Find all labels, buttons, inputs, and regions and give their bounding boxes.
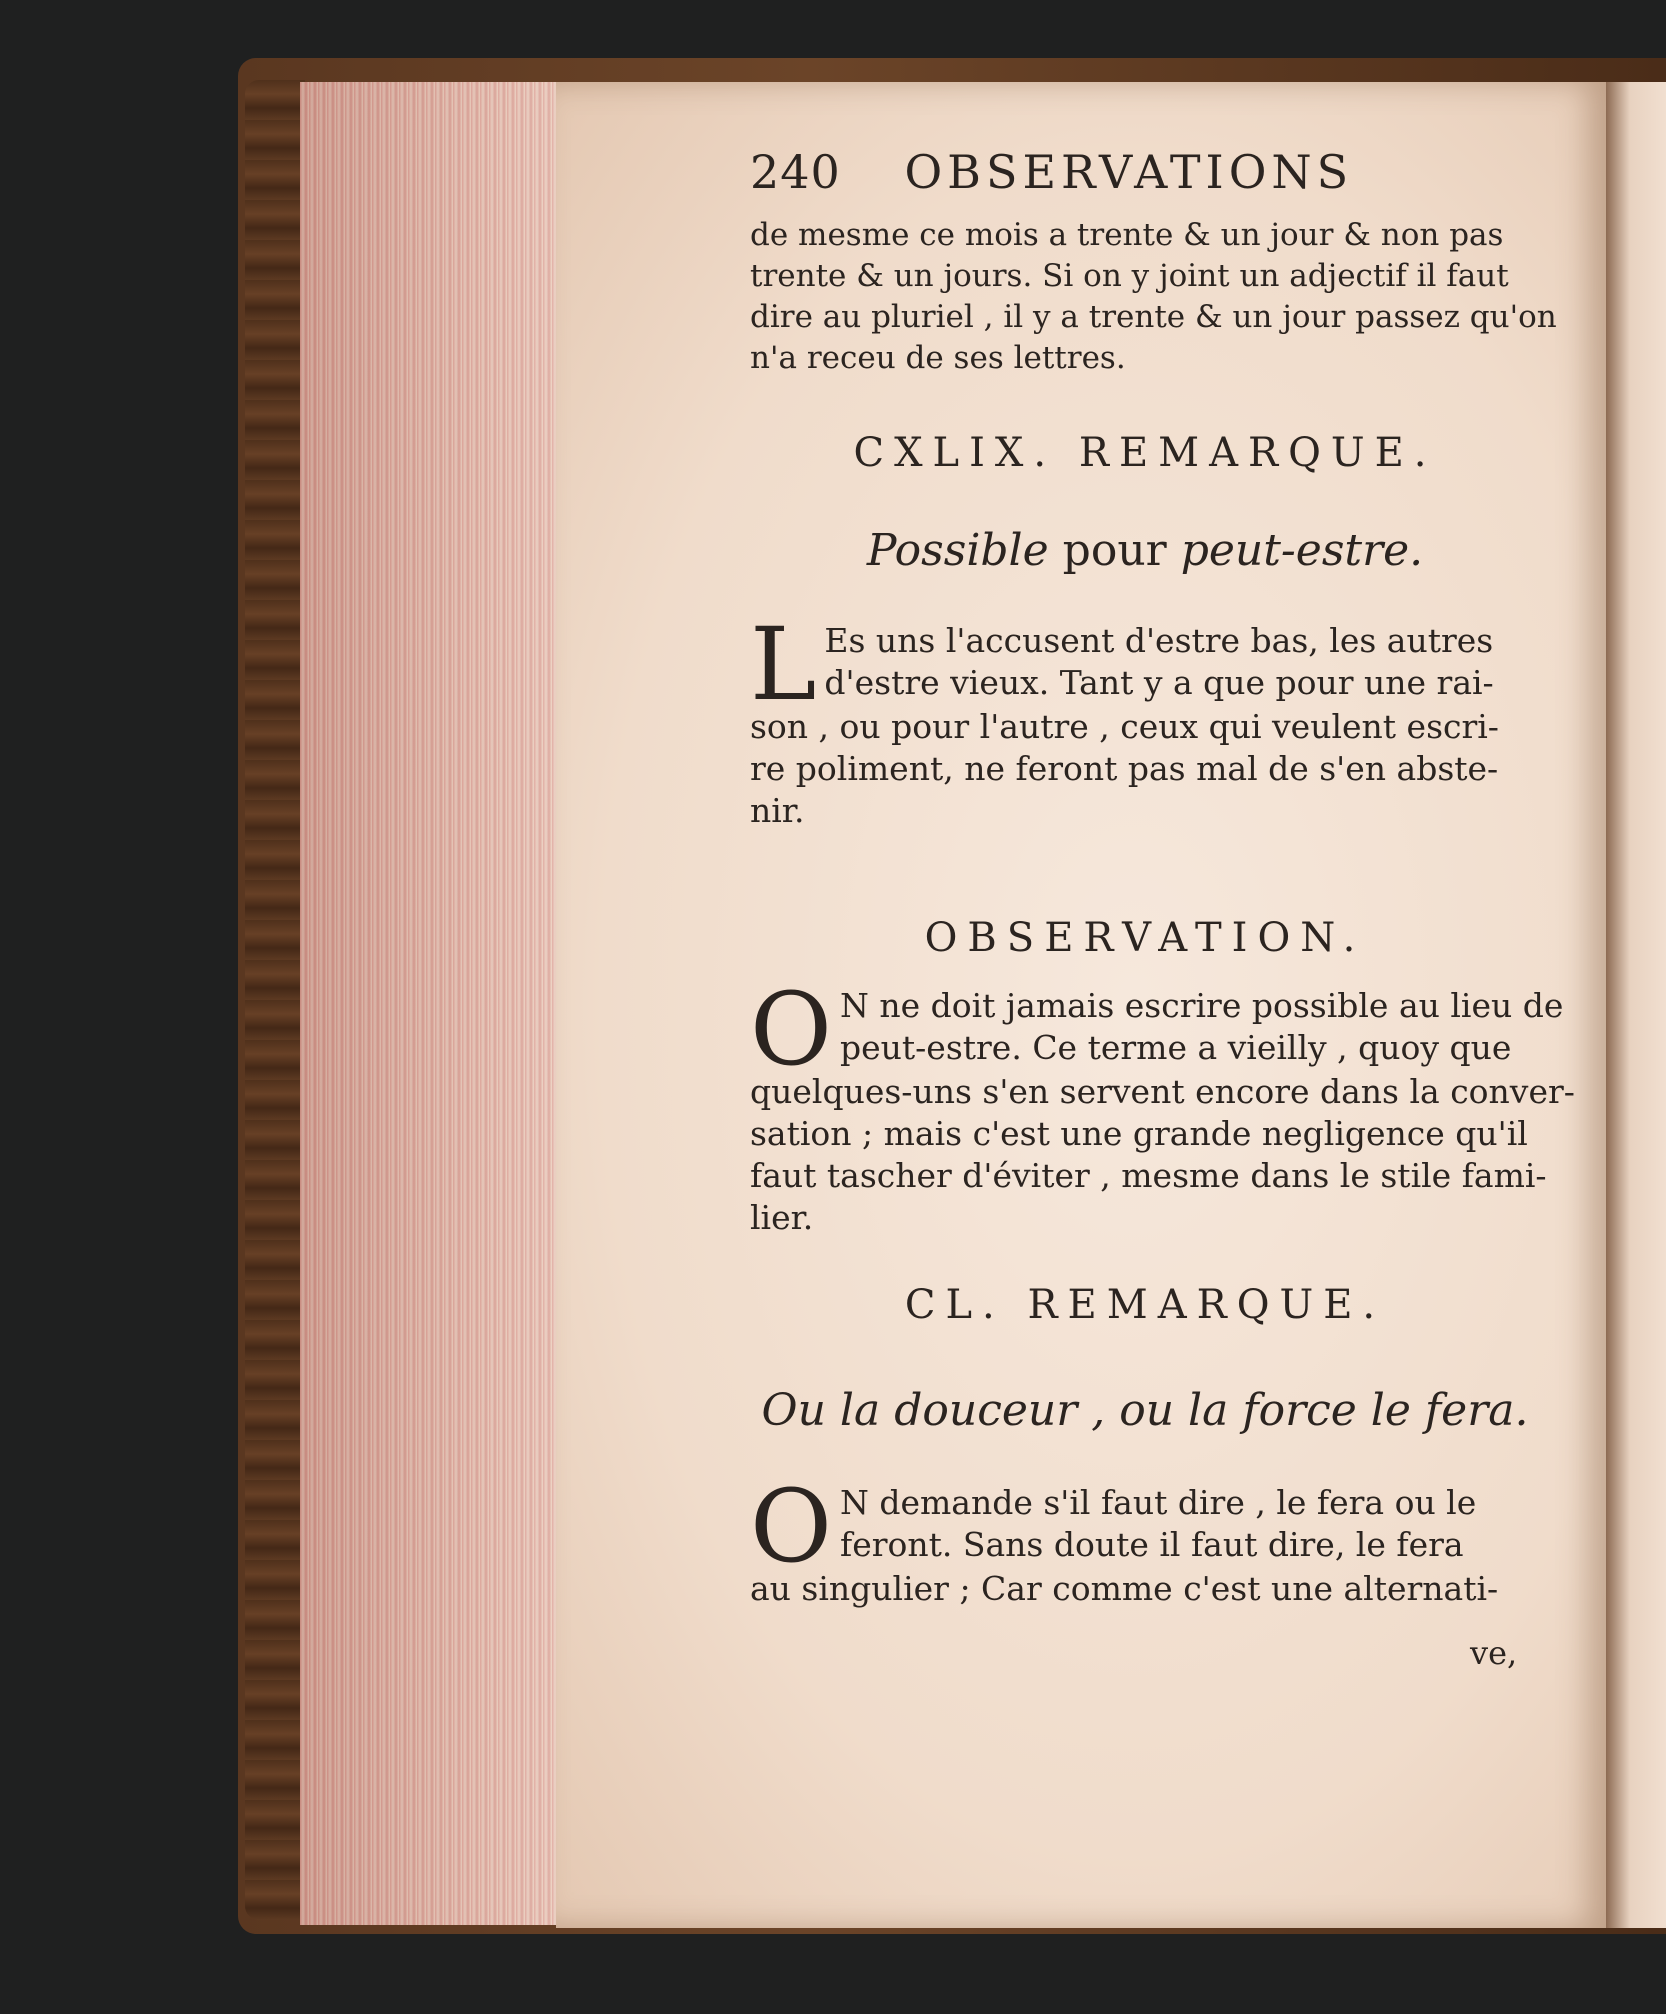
page-number: 240 xyxy=(750,145,841,199)
drop-cap: O xyxy=(750,1468,832,1585)
remark-149-heading: CXLIX. REMARQUE. xyxy=(853,430,1437,476)
paragraph-line: faut tascher d'éviter , mesme dans le stile fami- xyxy=(750,1156,1547,1195)
paragraph-line: nir. xyxy=(750,791,805,830)
subtitle-word: Possible xyxy=(866,525,1049,576)
observation-heading: OBSERVATION. xyxy=(924,915,1366,961)
paragraph-line: N demande s'il faut dire , le fera ou le xyxy=(839,1483,1477,1522)
remark-149-paragraph xyxy=(750,606,1540,832)
drop-cap: L xyxy=(750,606,817,723)
subtitle-word: peut-estre. xyxy=(1180,525,1424,576)
intro-line: dire au pluriel , il y a trente & un jour passez qu'on xyxy=(750,299,1557,335)
remark-150-heading: CL. REMARQUE. xyxy=(904,1282,1386,1328)
paragraph-line: au singulier ; Car comme c'est une alternati- xyxy=(750,1569,1499,1608)
paragraph-line: sation ; mais c'est une grande negligence qu'il xyxy=(750,1114,1528,1153)
paragraph-line: feront. Sans doute il faut dire, le fera xyxy=(839,1525,1464,1564)
intro-line: trente & un jours. Si on y joint un adjectif il faut xyxy=(750,258,1509,294)
paragraph-line: quelques-uns s'en servent encore dans la conver- xyxy=(750,1072,1575,1111)
paragraph-line: re poliment, ne feront pas mal de s'en abste- xyxy=(750,749,1499,788)
observation-paragraph xyxy=(750,971,1575,1239)
right-page-edge xyxy=(1606,82,1666,1928)
subtitle-word: pour xyxy=(1062,525,1167,576)
paragraph-line: N ne doit jamais escrire possible au lieu de xyxy=(839,986,1564,1025)
remark-150-paragraph xyxy=(750,1468,1540,1610)
running-title: OBSERVATIONS xyxy=(904,145,1354,199)
paragraph-line: son , ou pour l'autre , ceux qui veulent escri- xyxy=(750,707,1499,746)
paragraph-line: d'estre vieux. Tant y a que pour une rai- xyxy=(824,663,1494,702)
remark-150-subtitle: Ou la douceur , ou la force le fera. xyxy=(761,1385,1529,1436)
drop-cap: O xyxy=(750,971,832,1088)
paragraph-line: lier. xyxy=(750,1198,814,1237)
intro-paragraph xyxy=(750,215,1557,379)
intro-line: n'a receu de ses lettres. xyxy=(750,340,1126,376)
intro-line: de mesme ce mois a trente & un jour & non pas xyxy=(750,217,1504,253)
leather-spine xyxy=(245,80,305,1920)
paragraph-line: peut-estre. Ce terme a vieilly , quoy que xyxy=(839,1028,1512,1067)
paragraph-line: Es uns l'accusent d'estre bas, les autres xyxy=(824,621,1494,660)
page-edges xyxy=(300,82,558,1925)
catchword: ve, xyxy=(1470,1634,1518,1672)
remark-149-subtitle xyxy=(750,525,1540,576)
running-head xyxy=(750,145,1610,199)
